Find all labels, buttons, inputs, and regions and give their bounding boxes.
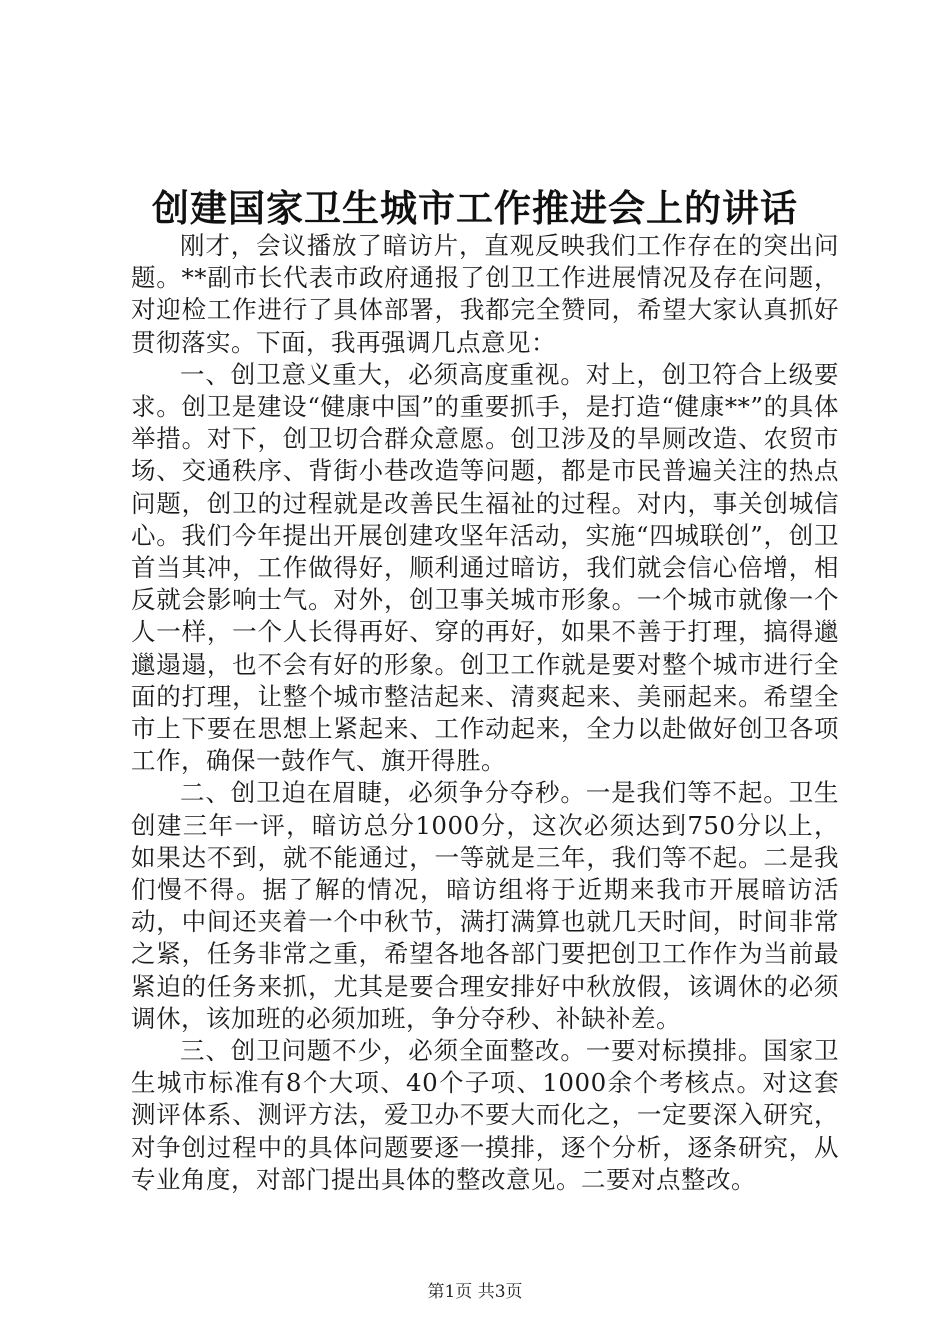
paragraph-section-2: 二、创卫迫在眉睫，必须争分夺秒。一是我们等不起。卫生创建三年一评，暗访总分1000分，这次必须达到750分以上，如果达不到，就不能通过，一等就是三年，我们等不起。二是我们慢不得。据了解的情况，暗访组将于近期来我市开展暗访活动，中间还夹着一个中秋节，满打满算也就几天时间，时间非常之紧，任务非常之重，希望各地各部门要把创卫工作作为当前最紧迫的任务来抓，尤其是要合理安排好中秋放假，该调休的必须调休，该加班的必须加班，争分夺秒、补缺补差。 bbox=[131, 778, 839, 1033]
paragraph-intro: 刚才，会议播放了暗访片，直观反映我们工作存在的突出问题。**副市长代表市政府通报了创卫工作进展情况及存在问题，对迎检工作进行了具体部署，我都完全赞同，希望大家认真抓好贯彻落实。下面，我再强调几点意见： bbox=[131, 231, 839, 357]
document-body bbox=[131, 230, 839, 1196]
document-title: 创建国家卫生城市工作推进会上的讲话 bbox=[152, 185, 798, 230]
page-number-footer: 第1页 共3页 bbox=[427, 1282, 523, 1302]
paragraph-section-3: 三、创卫问题不少，必须全面整改。一要对标摸排。国家卫生城市标准有8个大项、40个子项、1000余个考核点。对这套测评体系、测评方法，爱卫办不要大而化之，一定要深入研究，对争创过程中的具体问题要逐一摸排，逐个分析，逐条研究，从专业角度，对部门提出具体的整改意见。二要对点整改。 bbox=[131, 1036, 839, 1194]
paragraph-section-1: 一、创卫意义重大，必须高度重视。对上，创卫符合上级要求。创卫是建设“健康中国”的重要抓手，是打造“健康**”的具体举措。对下，创卫切合群众意愿。创卫涉及的旱厕改造、农贸市场、交通秩序、背街小巷改造等问题，都是市民普遍关注的热点问题，创卫的过程就是改善民生福祉的过程。对内，事关创城信心。我们今年提出开展创建攻坚年活动，实施“四城联创”，创卫首当其冲，工作做得好，顺利通过暗访，我们就会信心倍增，相反就会影响士气。对外，创卫事关城市形象。一个城市就像一个人一样，一个人长得再好、穿的再好，如果不善于打理，搞得邋邋遢遢，也不会有好的形象。创卫工作就是要对整个城市进行全面的打理，让整个城市整洁起来、清爽起来、美丽起来。希望全市上下要在思想上紧起来、工作动起来，全力以赴做好创卫各项工作，确保一鼓作气、旗开得胜。 bbox=[131, 359, 839, 776]
